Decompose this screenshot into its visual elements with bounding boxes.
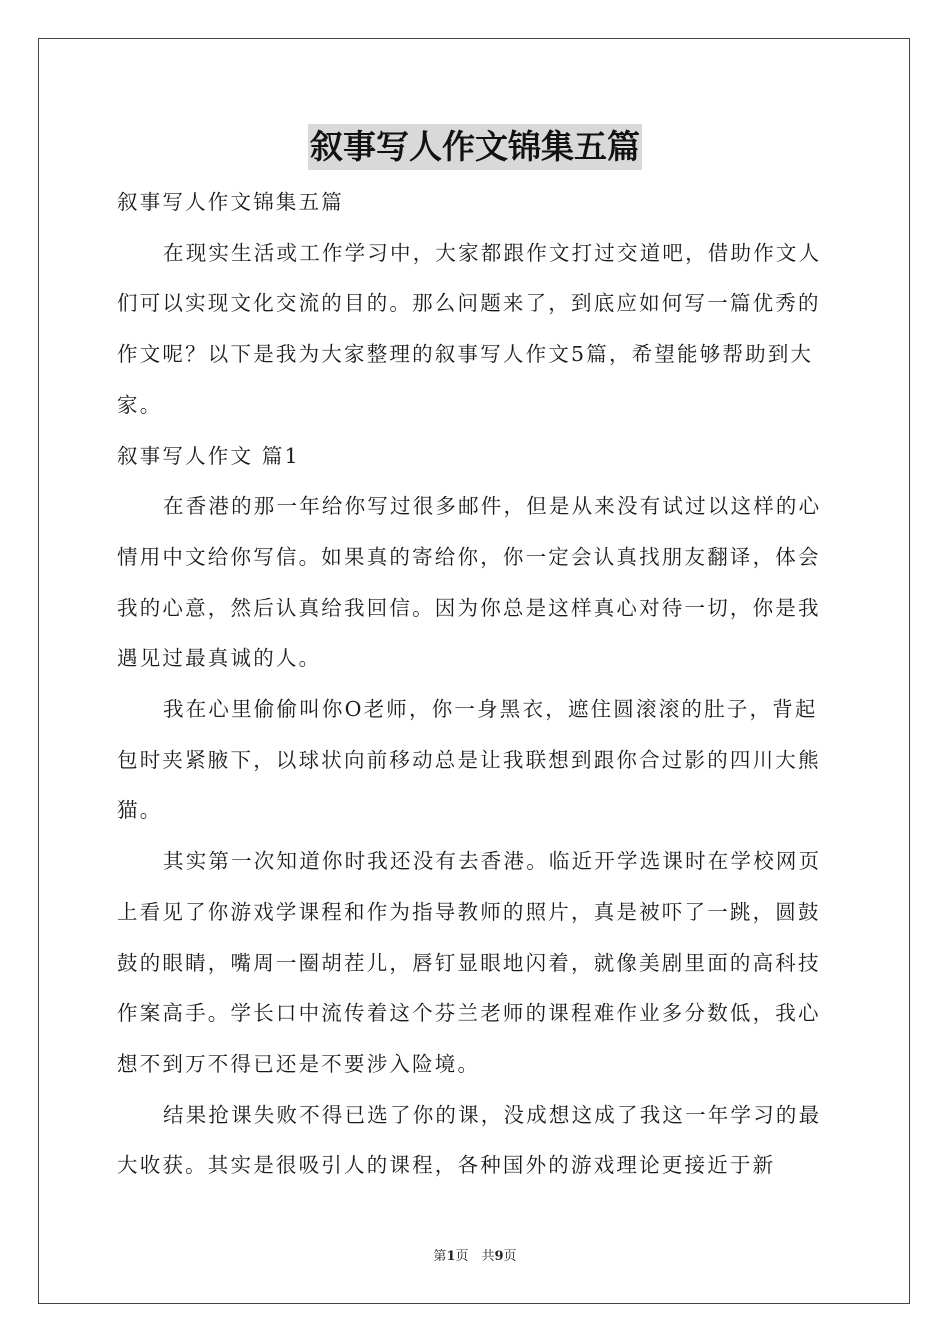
paragraph-body: 其实第一次知道你时我还没有去香港。临近开学选课时在学校网页上看见了你游戏学课程和作为指导教师的照片，真是被吓了一跳，圆鼓鼓的眼睛，嘴周一圈胡茬儿，唇钉显眼地闪着，就像美剧里面的高科技作案高手。学长口中流传着这个芬兰老师的课程难作业多分数低，我心想不到万不得已还是不要涉入险境。 xyxy=(117,849,822,1076)
document-title xyxy=(0,124,950,170)
paragraph-subtitle: 叙事写人作文锦集五篇 xyxy=(117,190,344,214)
section-heading-1: 叙事写人作文 篇1 xyxy=(117,443,300,468)
document-title-text: 叙事写人作文锦集五篇 xyxy=(308,124,642,170)
footer-page-mid: 页 共 xyxy=(455,1249,495,1264)
footer-page-suffix: 页 xyxy=(503,1249,517,1264)
footer-total-pages: 9 xyxy=(494,1249,504,1264)
paragraph-body: 在香港的那一年给你写过很多邮件，但是从来没有试过以这样的心情用中文给你写信。如果真的寄给你，你一定会认真找朋友翻译，体会我的心意，然后认真给我回信。因为你总是这样真心对待一切，你是我遇见过最真诚的人。 xyxy=(117,494,822,671)
page-footer xyxy=(0,1247,950,1267)
paragraph-intro: 在现实生活或工作学习中，大家都跟作文打过交道吧，借助作文人们可以实现文化交流的目的。那么问题来了，到底应如何写一篇优秀的作文呢？以下是我为大家整理的叙事写人作文5篇，希望能够帮助到大家。 xyxy=(117,240,822,417)
footer-page-prefix: 第 xyxy=(433,1249,447,1264)
document-body xyxy=(117,177,835,1191)
footer-current-page: 1 xyxy=(446,1249,456,1264)
paragraph-body: 结果抢课失败不得已选了你的课，没成想这成了我这一年学习的最大收获。其实是很吸引人的课程，各种国外的游戏理论更接近于新 xyxy=(117,1102,822,1178)
paragraph-body: 我在心里偷偷叫你O老师，你一身黑衣，遮住圆滚滚的肚子，背起包时夹紧腋下，以球状向前移动总是让我联想到跟你合过影的四川大熊猫。 xyxy=(117,697,821,823)
